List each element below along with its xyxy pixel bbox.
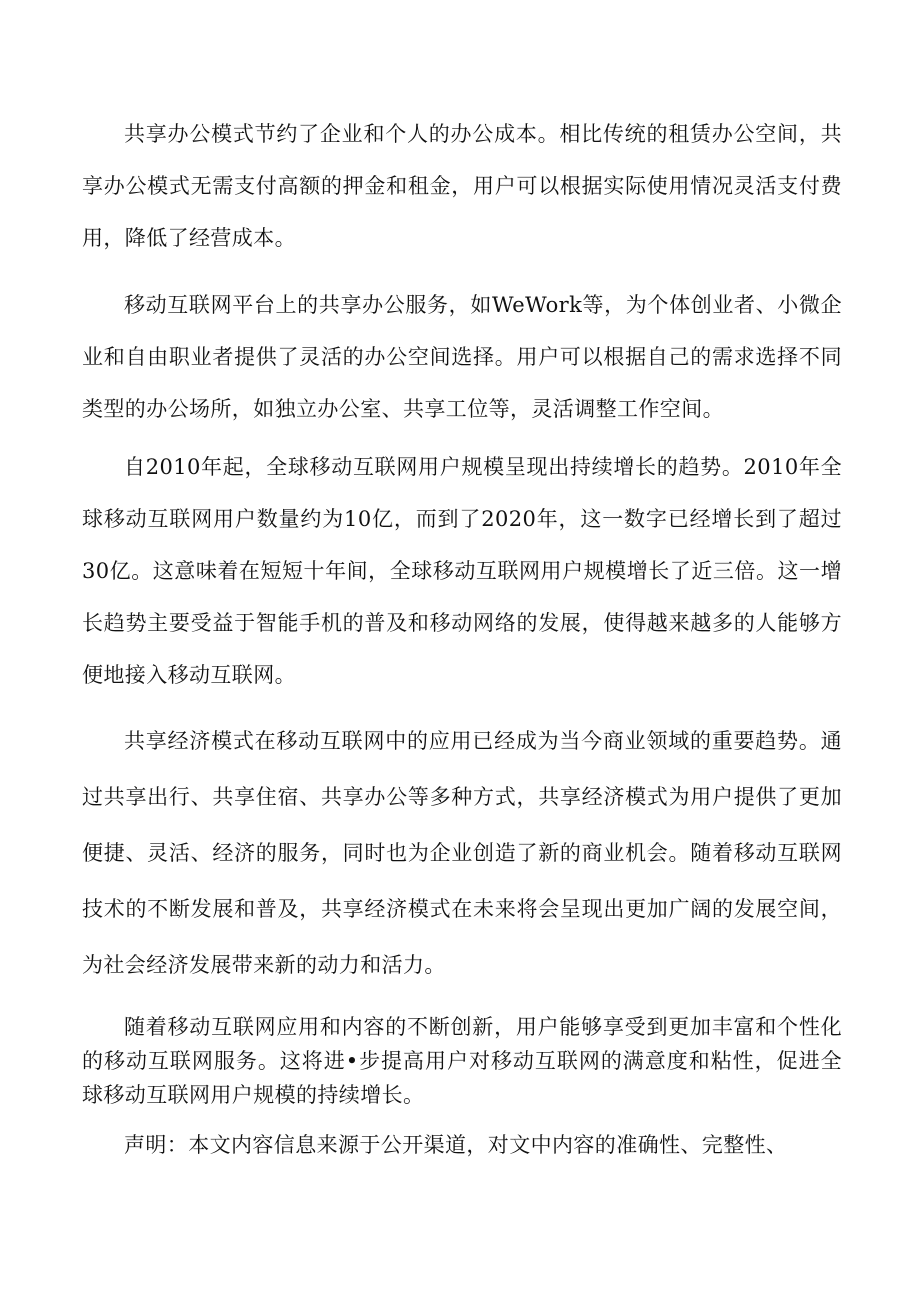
paragraph-shared-office-cost: 共享办公模式节约了企业和个人的办公成本。相比传统的租赁办公空间，共享办公模式无需支付高额的押金和租金，用户可以根据实际使用情况灵活支付费用，降低了经营成本。 — [82, 122, 842, 250]
paragraph-user-growth: 自2010年起，全球移动互联网用户规模呈现出持续增长的趋势。2010年全球移动互联网用户数量约为10亿，而到了2020年，这一数字已经增长到了超过30亿。这意味着在短短十年间，全球移动互联网用户规模增长了近三倍。这一增长趋势主要受益于智能手机的普及和移动网络的发展，使得越来越多的人能够方便地接入移动互联网。 — [82, 455, 842, 687]
paragraph-disclaimer: 声明：本文内容信息来源于公开渠道，对文中内容的准确性、完整性、 — [124, 1133, 788, 1157]
paragraph-sharing-economy: 共享经济模式在移动互联网中的应用已经成为当今商业领域的重要趋势。通过共享出行、共享住宿、共享办公等多种方式，共享经济模式为用户提供了更加便捷、灵活、经济的服务，同时也为企业创造了新的商业机会。随着移动互联网技术的不断发展和普及，共享经济模式在未来将会呈现出更加广阔的发展空间，为社会经济发展带来新的动力和活力。 — [82, 729, 842, 977]
paragraph-innovation: 随着移动互联网应用和内容的不断创新，用户能够享受到更加丰富和个性化的移动互联网服务。这将进•步提高用户对移动互联网的满意度和粘性，促进全球移动互联网用户规模的持续增长。 — [82, 1015, 842, 1107]
paragraph-wework-service: 移动互联网平台上的共享办公服务，如WeWork等，为个体创业者、小微企业和自由职业者提供了灵活的办公空间选择。用户可以根据自己的需求选择不同类型的办公场所，如独立办公室、共享工位等，灵活调整工作空间。 — [82, 293, 842, 421]
